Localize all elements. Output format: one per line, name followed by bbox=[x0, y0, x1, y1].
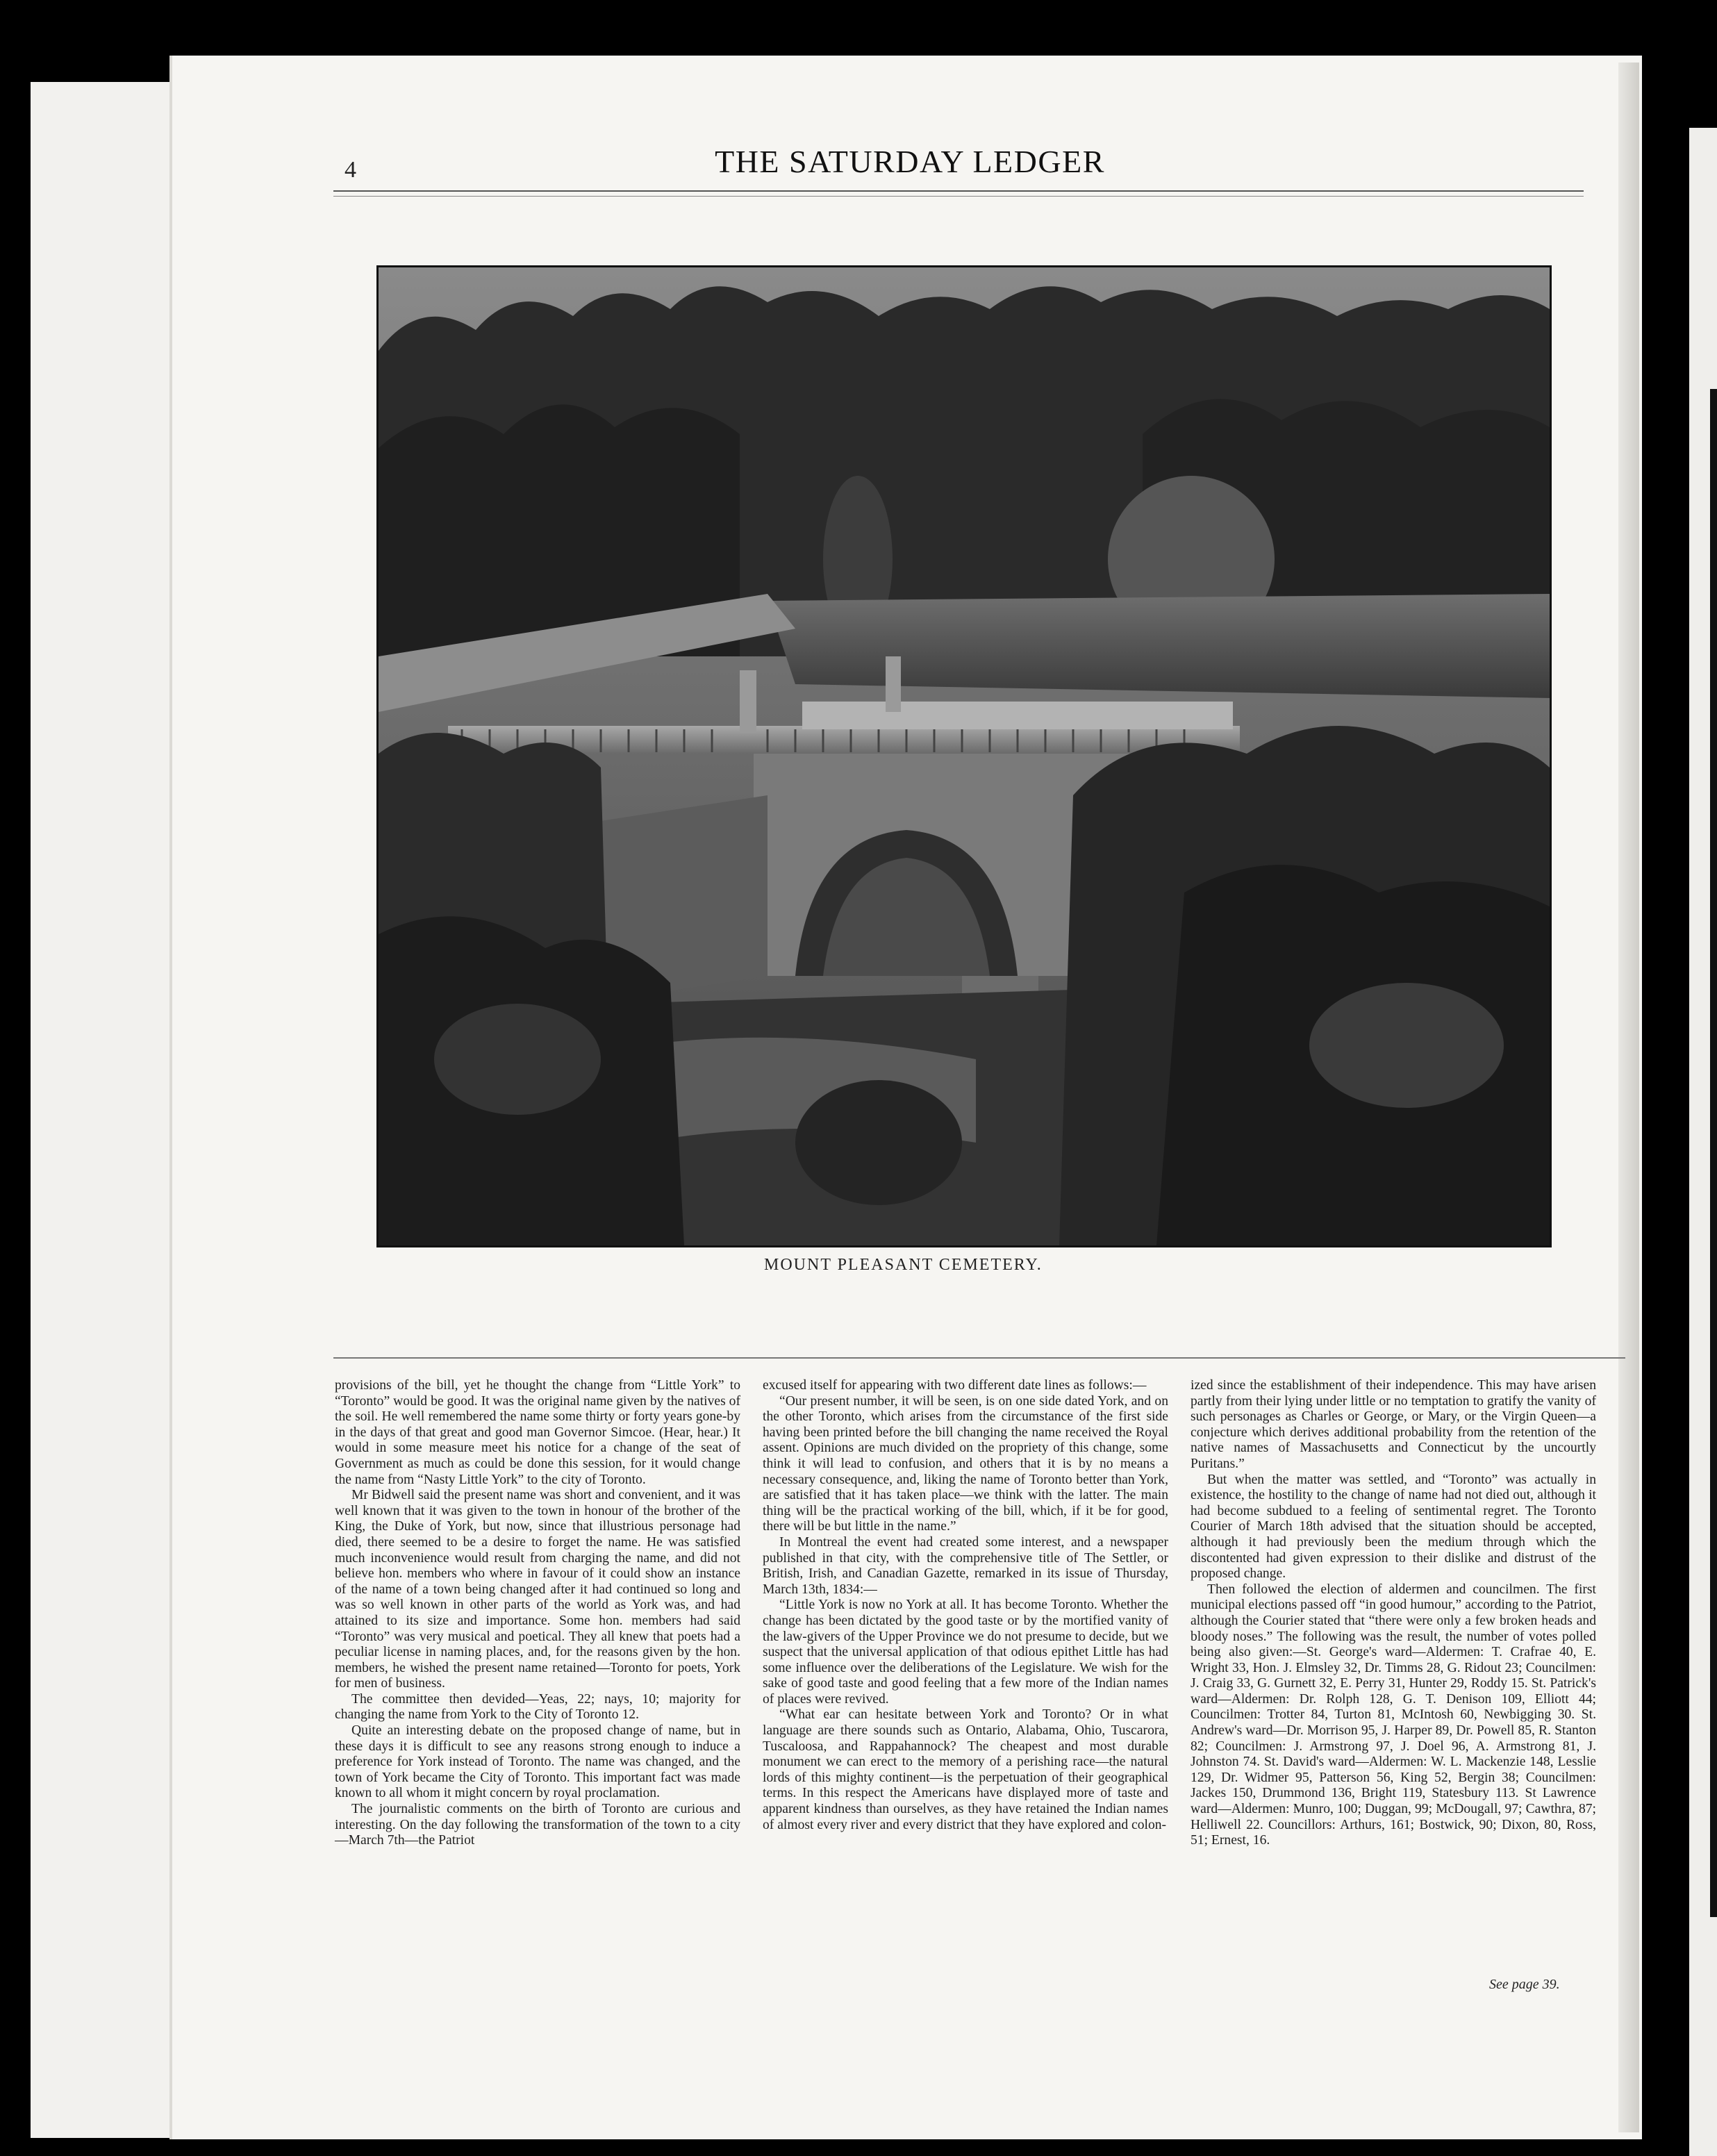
page-number: 4 bbox=[345, 157, 356, 183]
col1-paragraph-3: The committee then devided—Yeas, 22; nays, 10; majority for changing the name from York to the City of Toronto 12. bbox=[335, 1691, 740, 1723]
col2-paragraph-1: excused itself for appearing with two different date lines as follows:— bbox=[763, 1378, 1147, 1393]
col3-paragraph-2: But when the matter was settled, and “Toronto” was actually in existence, the hostility to the change of name had not died out, although it had become subdued to a feeling of sentimental regret. The Toronto Courier of March 18th advised that the situation should be accepted, although it had previously been the medium through which the discontented had given expression to their dislike and distrust of the proposed change. bbox=[1191, 1472, 1596, 1582]
header-rule-thin bbox=[333, 196, 1584, 197]
col3-paragraph-3: Then followed the election of aldermen and councilmen. The first municipal elections passed off “in good humour,” according to the Patriot, although the Courier stated that “there were only a few broken heads and bloody noses.” The following was the result, the number of votes polled being also given:—St. George's ward—Aldermen: T. Crafrae 40, E. Wright 33, Hon. J. Elmsley 32, Dr. Timms 28, G. Ridout 23; Councilmen: J. Craig 33, G. Gurnett 32, E. Perry 31, Hunter 29, Roddy 15. St. Patrick's ward—Aldermen: Dr. Rolph 128, G. T. Denison 109, Elliott 44; Councilmen: Trotter 84, Turton 81, McIntosh 60, Newbigging 30. St. Andrew's ward—Dr. Morrison 95, J. Harper 89, Dr. Powell 85, R. Stanton 82; Councilmen: J. Armstrong 97, J. Doel 96, A. Armstrong 81, J. Johnston 74. St. David's ward—Aldermen: W. L. Mackenzie 148, Lesslie 129, Dr. Widmer 95, Patterson 56, King 52, Bergin 38; Councilmen: Jackes 150, Drummond 136, Bright 119, Statesbury 113. St Lawrence ward—Aldermen: Munro, 100; Duggan, 99; McDougall, 97; Cawthra, 87; Helliwell 22. Councillors: Arthurs, 161; Bostwick, 90; Dixon, 80, Ross, 51; Ernest, 16. bbox=[1191, 1582, 1596, 1848]
col2-paragraph-2: “Our present number, it will be seen, is on one side dated York, and on the other Toronto, which arises from the circumstance of the first side having been printed before the bill changing the name received the Royal assent. Opinions are much divided on the propriety of this change, some think it will lead to confusion, and others that it is by no means a necessary consequence, and, liking the name of Toronto better than York, are satisfied that it has taken place—we think with the latter. The main thing will be the practical working of the bill, which, if it be for good, there will be but little in the name.” bbox=[763, 1393, 1168, 1534]
photo-illustration bbox=[379, 267, 1550, 1245]
article-column-1 bbox=[335, 1378, 740, 1849]
adjacent-sheet-edge bbox=[1710, 389, 1717, 1917]
col2-paragraph-5: “What ear can hesitate between York and Toronto? Or in what language are there sounds such as Ontario, Alabama, Ohio, Tuscarora, Tuscaloosa, and Rappahannock? The cheapest and most durable monument we can erect to the memory of a perishing race—the natural lords of this mighty continent—is the perpetuation of their geographical terms. In this respect the Americans have displayed more of taste and apparent kindness than ourselves, as they have retained the Indian names of almost every river and every district that they have explored and colon- bbox=[763, 1707, 1168, 1832]
section-rule bbox=[333, 1357, 1625, 1359]
col1-paragraph-4: Quite an interesting debate on the proposed change of name, but in these days it is difficult to see any reasons strong enough to induce a preference for York instead of Toronto. The name was changed, and the town of York became the City of Toronto. This important fact was made known to all whom it might concern by royal proclamation. bbox=[335, 1723, 740, 1801]
col1-paragraph-1: provisions of the bill, yet he thought the change from “Little York” to “Toronto” would be good. It was the original name given by the natives of the soil. He well remembered the name some thirty or forty years gone-by in the days of that great and good man Governor Simcoe. (Hear, hear.) It would in some measure meet his notice for a change of the seat of Government as much as could be done this session, for it would change the name from “Nasty Little York” to the city of Toronto. bbox=[335, 1378, 740, 1487]
continuation-note: See page 39. bbox=[1489, 1977, 1560, 1992]
col2-paragraph-4: “Little York is now no York at all. It has become Toronto. Whether the change has been dictated by the good taste or by the mortified vanity of the law-givers of the Upper Province we do not presume to decide, but we suspect that the universal application of that odious epithet Little has had some influence over the deliberations of the Legislature. We wish for the sake of good taste and good feeling that a few more of the Indian names of places were revived. bbox=[763, 1598, 1168, 1707]
page-edge-shade bbox=[1618, 63, 1639, 2132]
masthead-title: THE SATURDAY LEDGER bbox=[715, 144, 1105, 179]
col2-paragraph-3: In Montreal the event had created some interest, and a newspaper published in that city, with the comprehensive title of The Settler, or British, Irish, and Canadian Gazette, remarked in its issue of Thursday, March 13th, 1834:— bbox=[763, 1534, 1168, 1597]
photo-caption: MOUNT PLEASANT CEMETERY. bbox=[764, 1256, 1043, 1274]
col1-paragraph-5: The journalistic comments on the birth of Toronto are curious and interesting. On the day following the transformation of the town to a city—March 7th—the Patriot bbox=[335, 1802, 740, 1848]
article-column-2 bbox=[763, 1378, 1168, 1833]
col3-paragraph-1: ized since the establishment of their independence. This may have arisen partly from their lying under little or no temptation to gratify the vanity of such personages as Charles or George, or Mary, or the Virgin Queen—a conjecture which derives additional probability from the retention of the native names of Massachusetts and Connecticut by the uncourtly Puritans.” bbox=[1191, 1378, 1596, 1471]
header-rule bbox=[333, 190, 1584, 192]
article-column-3 bbox=[1191, 1378, 1596, 1849]
col1-paragraph-2: Mr Bidwell said the present name was short and convenient, and it was well known that it was given to the town in honour of the brother of the King, the Duke of York, but now, since that illustrious personage had died, there seemed to be a desire to forget the name. He was satisfied much inconvenience would result from charging the name, and did not believe hon. members who where in favour of it could show an instance of the name of a town being changed after it had continued so long and was so well known in other parts of the world as York was, and had attained to its size and importance. Some hon. members had said “Toronto” was very musical and poetical. They all knew that poets had a peculiar license in naming places, and, for the reasons given by the hon. members, he wished the present name retained—Toronto for poets, York for men of business. bbox=[335, 1488, 740, 1691]
cemetery-photograph bbox=[376, 265, 1552, 1247]
